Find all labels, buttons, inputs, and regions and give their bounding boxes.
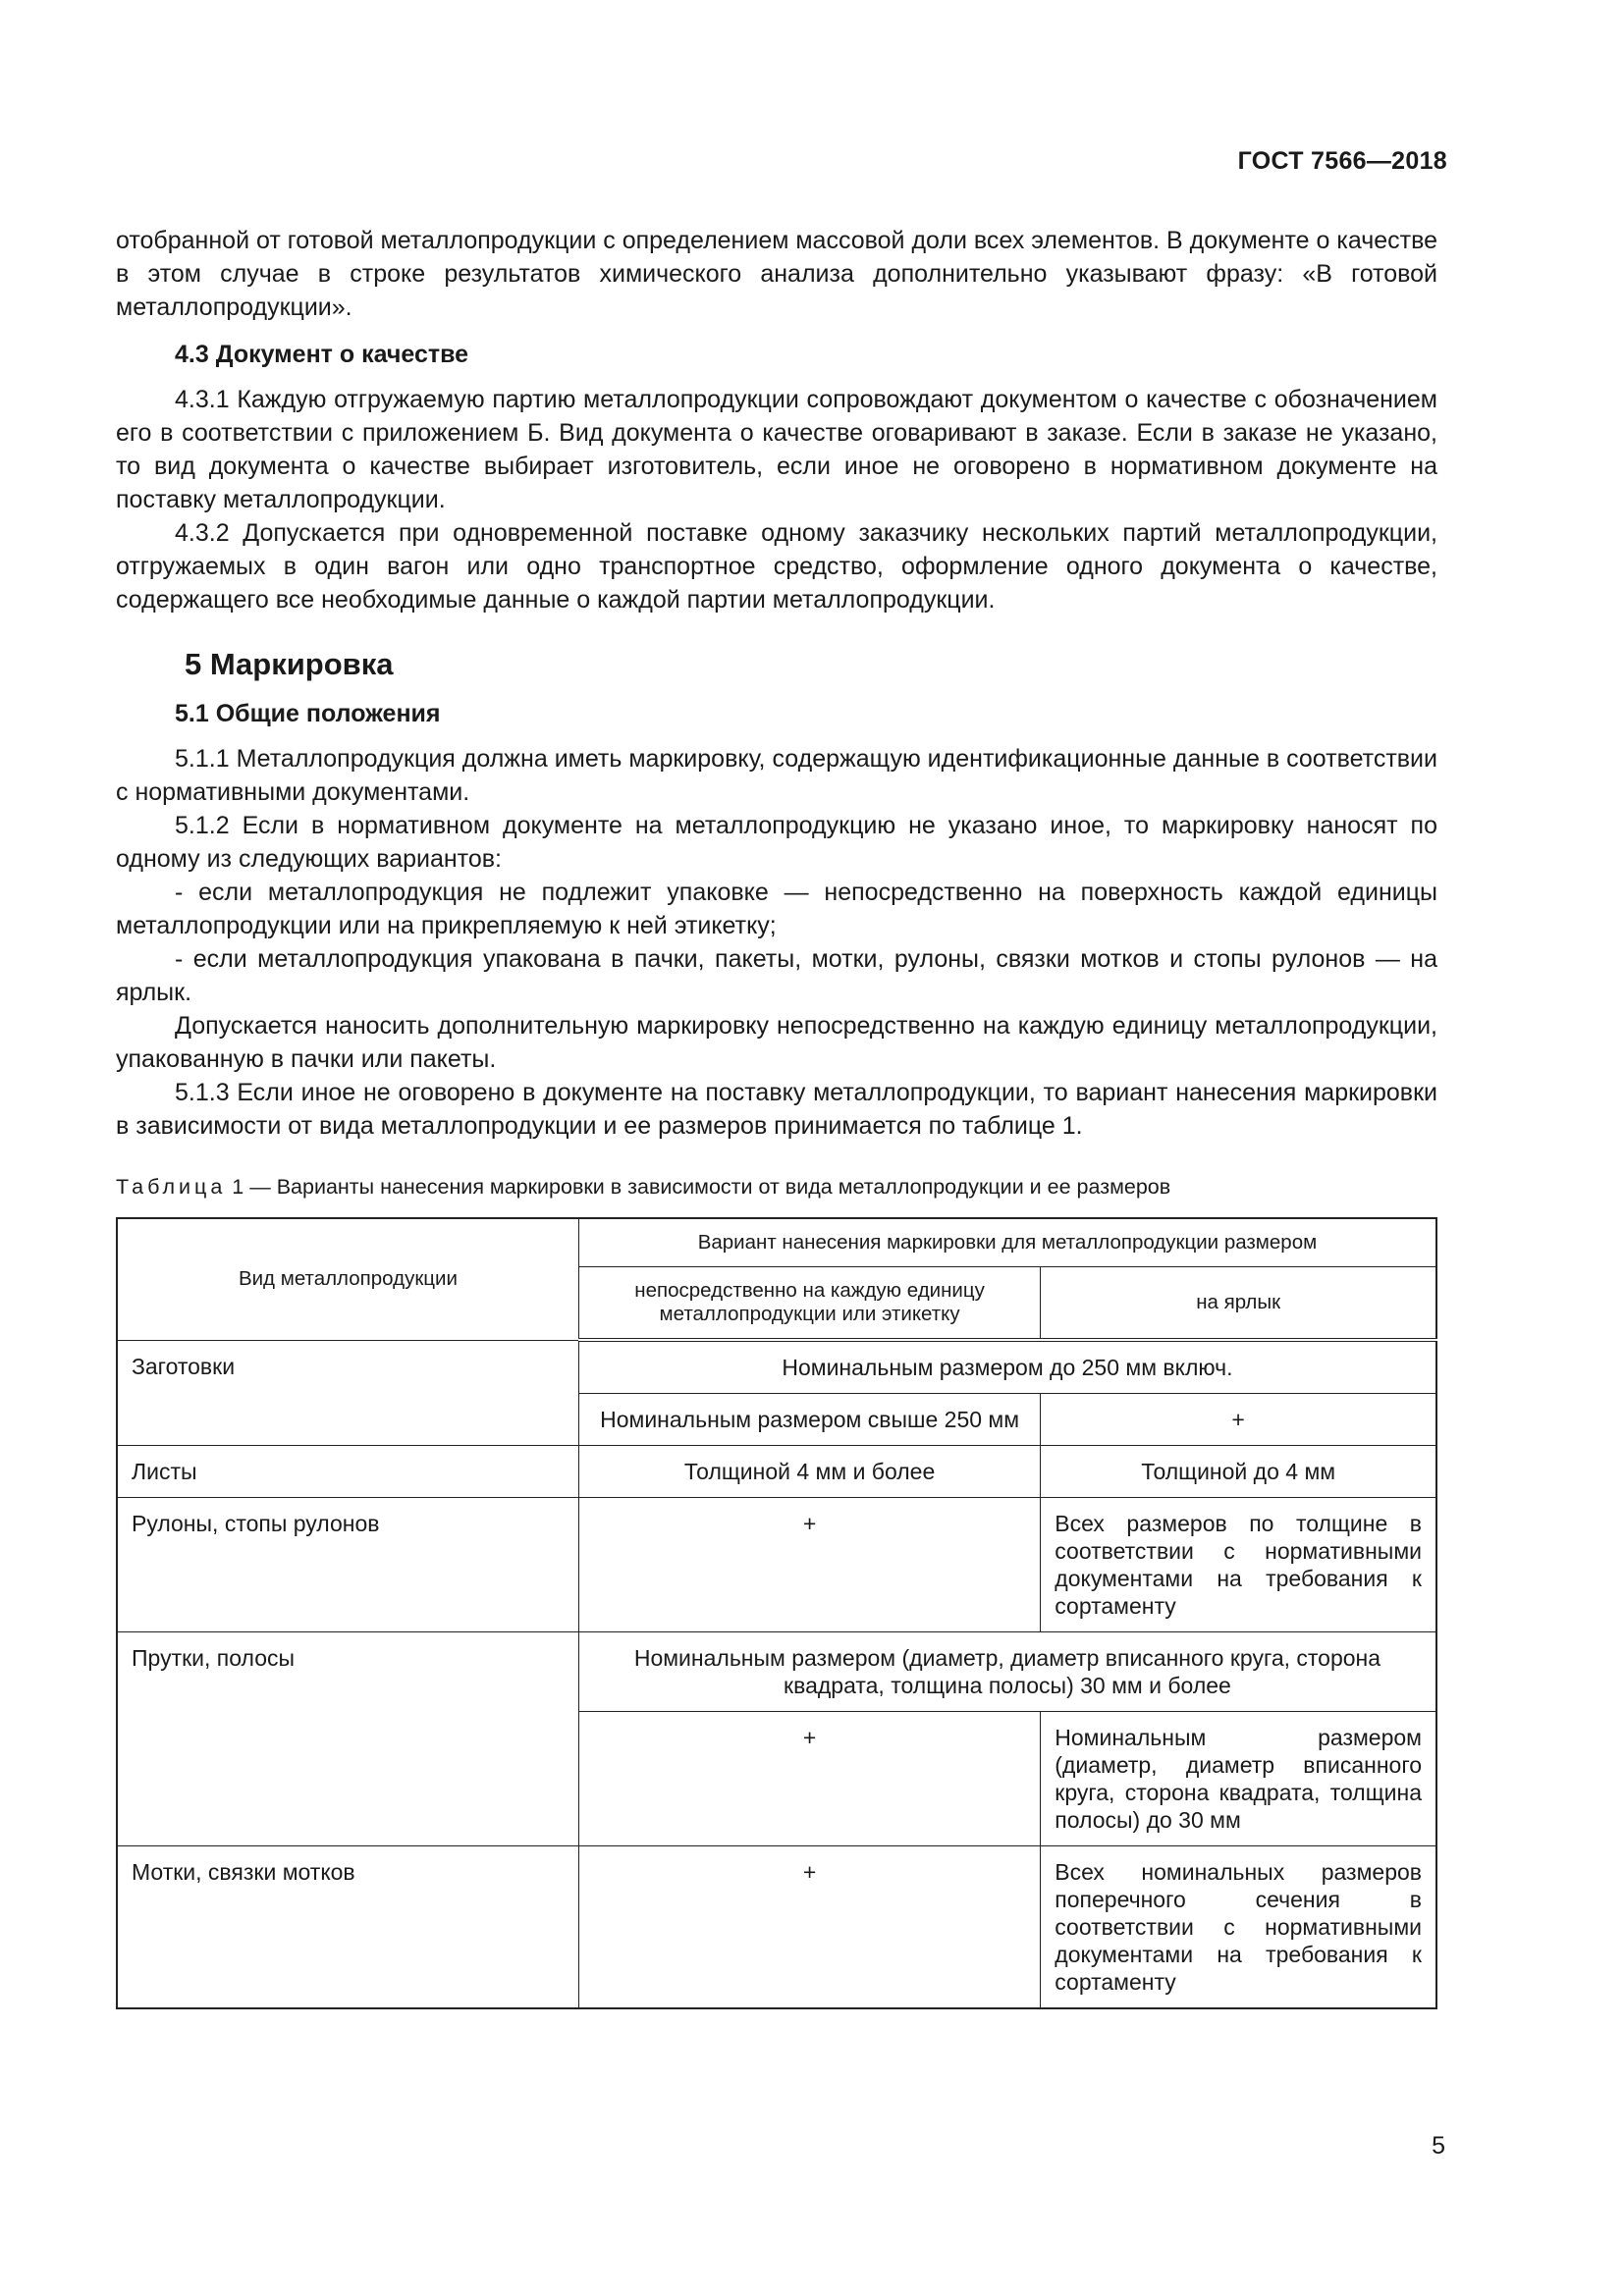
row-coils-direct: + [578,1498,1040,1632]
row-bars-span: Номинальным размером (диаметр, диаметр вписанного круга, сторона квадрата, толщина полосы) 30 мм и более [578,1632,1436,1712]
table-caption [116,1170,1437,1203]
document-body [116,224,1437,2009]
row-blanks-name: Заготовки [117,1340,578,1446]
table-caption-prefix: Таблица [116,1175,227,1199]
table-row [117,1446,1436,1498]
row-bars-name: Прутки, полосы [117,1632,578,1846]
heading-5: 5 Маркировка [185,647,394,681]
row-coils-label: Всех размеров по толщине в соответствии с нормативными документами на требования к сортаменту [1041,1498,1436,1632]
paragraph-continuation: отобранной от готовой металлопродукции с определением массовой доли всех элементов. В документе о качестве в этом случае в строке результатов химического анализа дополнительно указывают фразу: «В готовой металлопродукции». [116,227,1437,321]
row-blanks-label: + [1041,1394,1436,1446]
row-blanks-span: Номинальным размером до 250 мм включ. [578,1340,1436,1394]
row-wire-name: Мотки, связки мотков [117,1846,578,2009]
row-sheets-name: Листы [117,1446,578,1498]
paragraph-5-1-2: 5.1.2 Если в нормативном документе на металлопродукцию не указано иное, то маркировку наносят по одному из следующих вариантов: [116,812,1437,873]
row-wire-direct: + [578,1846,1040,2009]
header-marking-variant: Вариант нанесения маркировки для металлопродукции размером [578,1218,1436,1267]
row-wire-label: Всех номинальных размеров поперечного сечения в соответствии с нормативными документами на требования к сортаменту [1041,1846,1436,2009]
header-product-type: Вид металлопродукции [117,1218,578,1340]
list-item-1: - если металлопродукция не подлежит упаковке — непосредственно на поверхность каждой единицы металлопродукции или на прикрепляемую к ней этикетку; [116,879,1437,939]
paragraph-5-1-1: 5.1.1 Металлопродукция должна иметь маркировку, содержащую идентификационные данные в соответствии с нормативными документами. [116,745,1437,806]
paragraph-4-3-2: 4.3.2 Допускается при одновременной поставке одному заказчику нескольких партий металлопродукции, отгружаемых в один вагон или одно транспортное средство, оформление одного документа о качестве, содержащего все необходимые данные о каждой партии металлопродукции. [116,519,1437,614]
paragraph-4-3-1: 4.3.1 Каждую отгружаемую партию металлопродукции сопровождают документом о качестве с обозначением его в соответствии с приложением Б. Вид документа о качестве оговаривают в заказе. Если в заказе не указано, то вид документа о качестве выбирает изготовитель, если иное не оговорено в нормативном документе на поставку металлопродукции. [116,386,1437,513]
header-label: на ярлык [1041,1267,1436,1341]
row-bars-direct: + [578,1712,1040,1846]
document-code: ГОСТ 7566—2018 [1237,147,1447,175]
marking-table [116,1217,1437,2009]
row-sheets-label: Толщиной до 4 мм [1041,1446,1436,1498]
page-number: 5 [1432,2132,1445,2160]
heading-4-3: 4.3 Документ о качестве [175,341,469,368]
row-sheets-direct: Толщиной 4 мм и более [578,1446,1040,1498]
header-direct: непосредственно на каждую единицу металлопродукции или этикетку [578,1267,1040,1341]
table-row [117,1846,1436,2009]
row-bars-label: Номинальным размером (диаметр, диаметр вписанного круга, сторона квадрата, толщина полосы) до 30 мм [1041,1712,1436,1846]
table-row [117,1632,1436,1712]
list-item-2: - если металлопродукция упакована в пачки, пакеты, мотки, рулоны, связки мотков и стопы рулонов — на ярлык. [116,945,1437,1006]
table-row [117,1498,1436,1632]
heading-5-1: 5.1 Общие положения [175,700,441,727]
table-caption-text: 1 — Варианты нанесения маркировки в зависимости от вида металлопродукции и ее размеров [232,1175,1171,1199]
paragraph-additional: Допускается наносить дополнительную маркировку непосредственно на каждую единицу металлопродукции, упакованную в пачки или пакеты. [116,1012,1437,1073]
row-coils-name: Рулоны, стопы рулонов [117,1498,578,1632]
paragraph-5-1-3: 5.1.3 Если иное не оговорено в документе на поставку металлопродукции, то вариант нанесения маркировки в зависимости от вида металлопродукции и ее размеров принимается по таблице 1. [116,1079,1437,1140]
row-blanks-direct: Номинальным размером свыше 250 мм [578,1394,1040,1446]
table-row [117,1340,1436,1394]
